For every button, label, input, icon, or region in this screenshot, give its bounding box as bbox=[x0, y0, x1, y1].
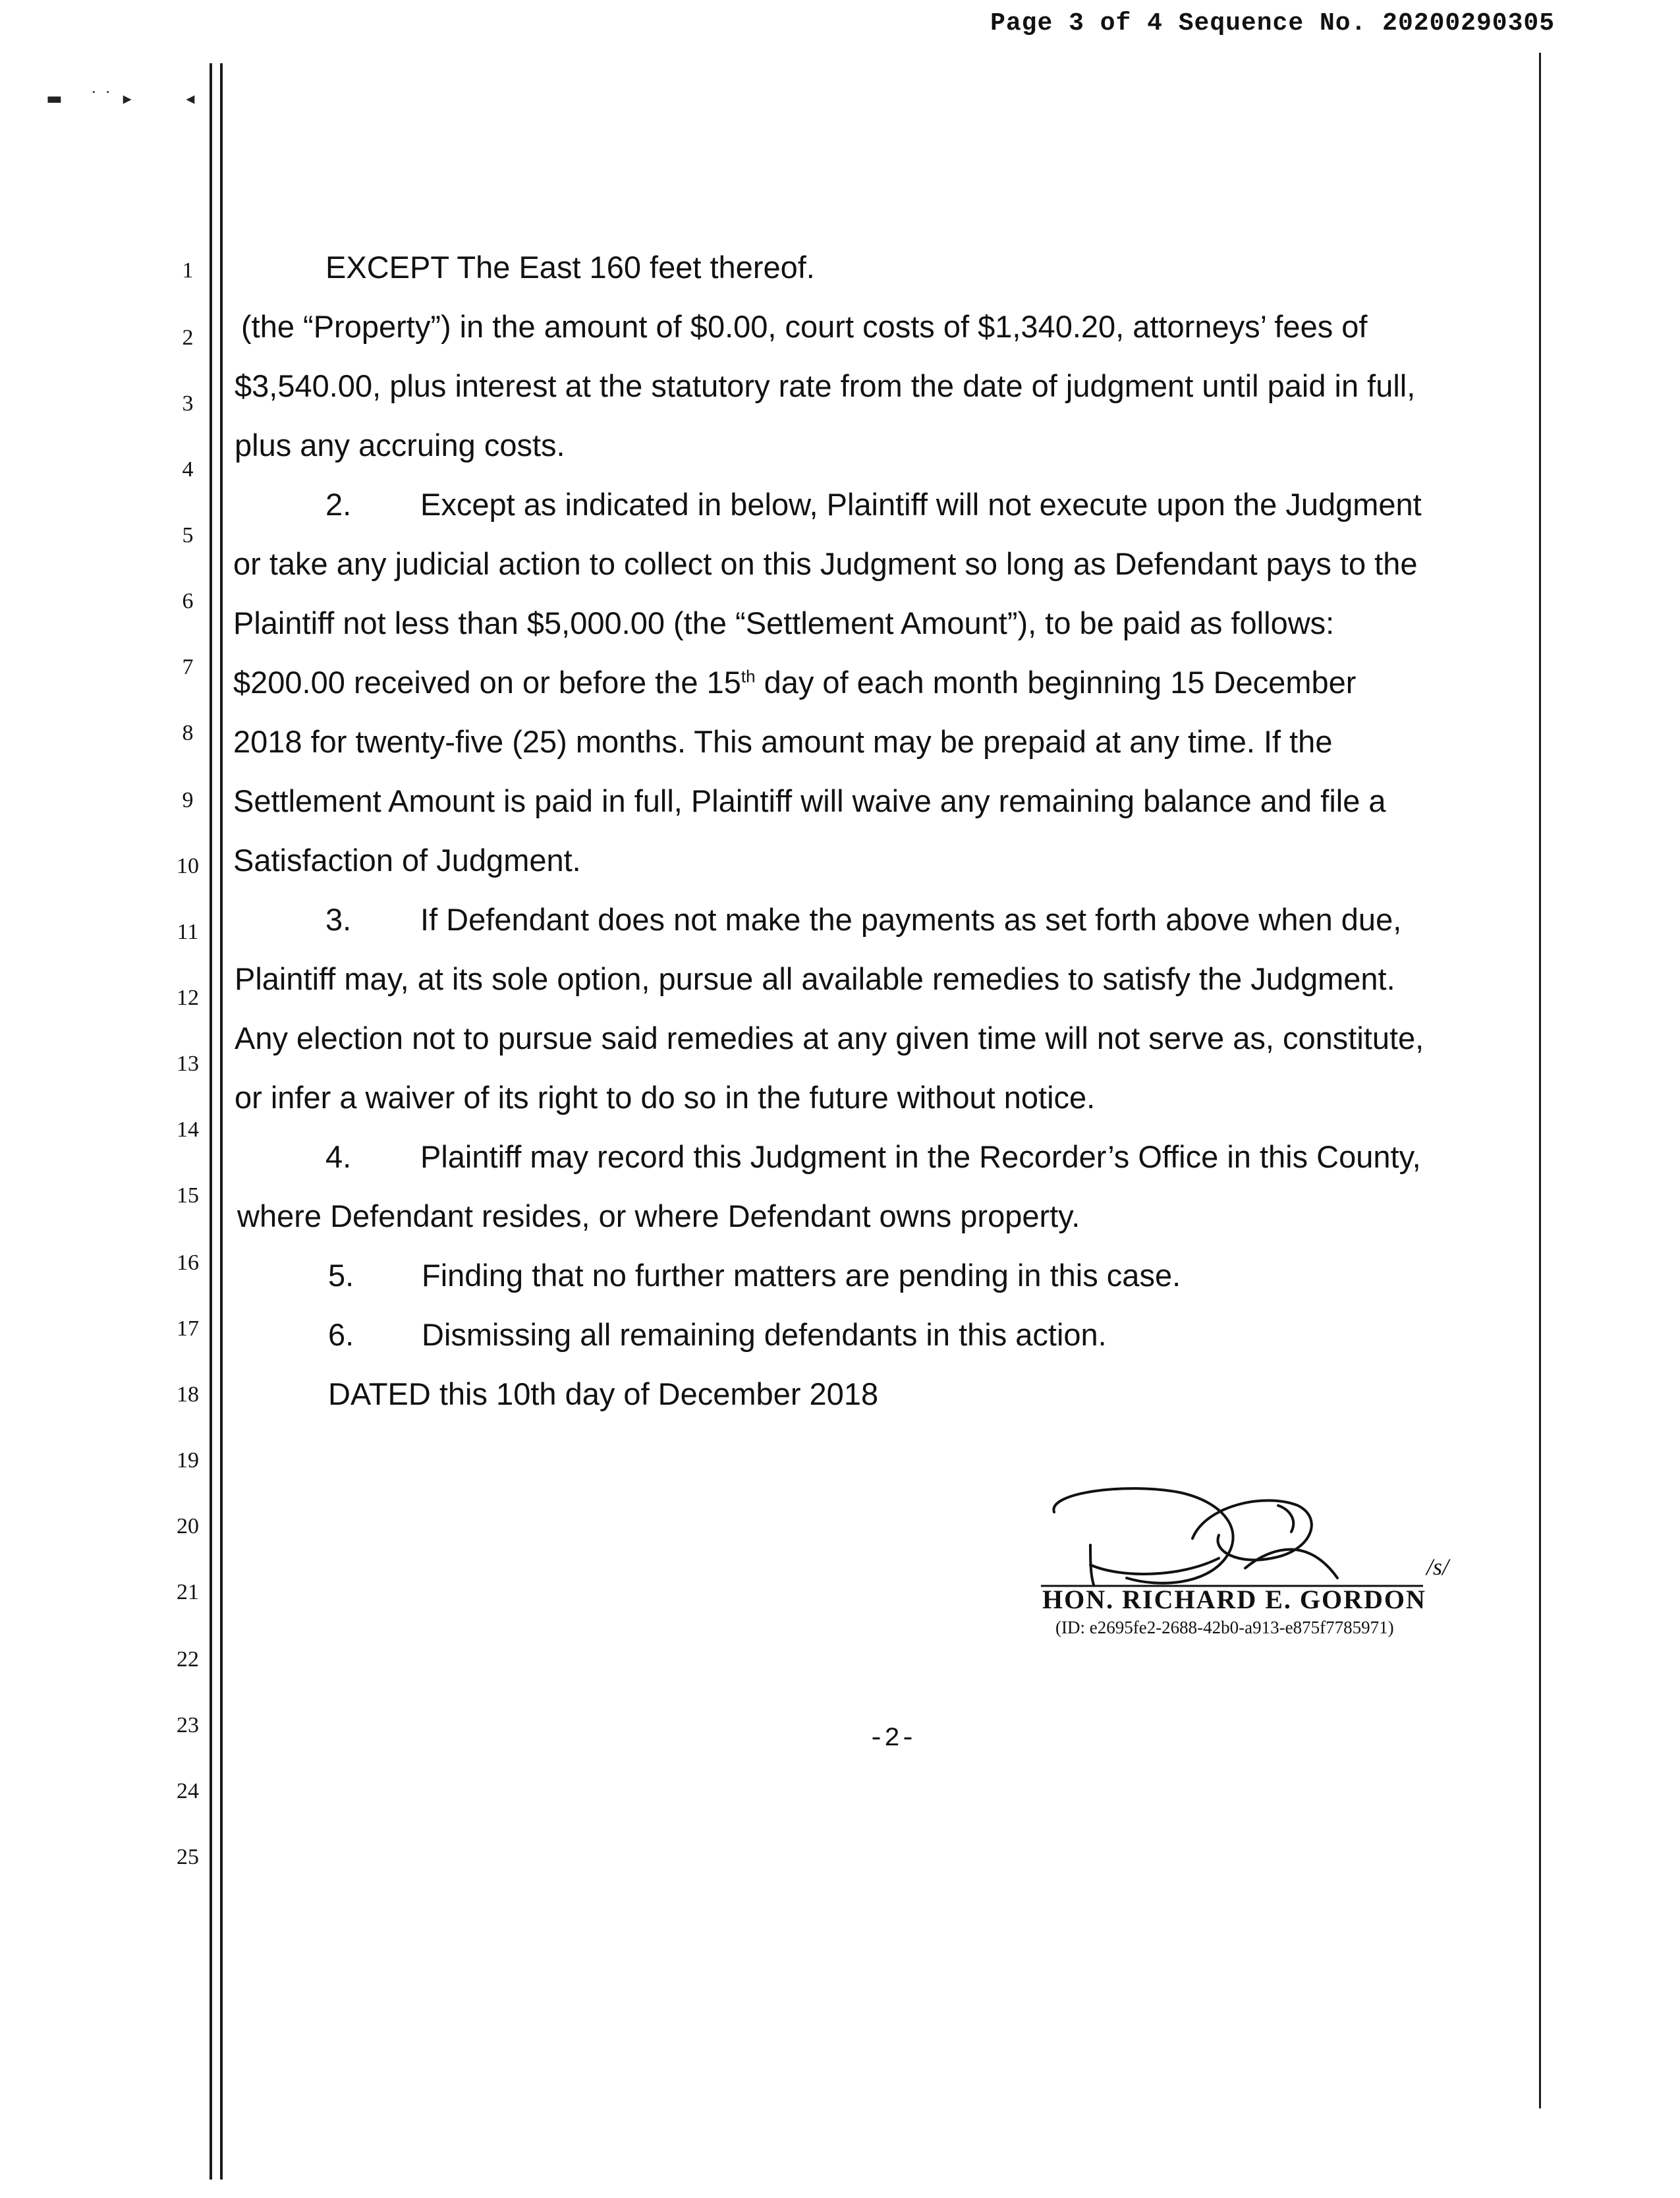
line-number: 12 bbox=[177, 986, 199, 1010]
body-line-except: EXCEPT The East 160 feet thereof. bbox=[325, 250, 815, 285]
body-line: Satisfaction of Judgment. bbox=[233, 843, 581, 878]
line-number: 5 bbox=[182, 523, 194, 548]
paragraph-number: 2. bbox=[325, 487, 352, 522]
line-number: 11 bbox=[177, 920, 199, 944]
line-number: 4 bbox=[182, 457, 194, 482]
line-number: 17 bbox=[177, 1316, 199, 1341]
body-line: Plaintiff may record this Judgment in the Recorder’s Office in this County, bbox=[420, 1139, 1421, 1174]
left-margin-rule bbox=[210, 63, 212, 2180]
body-line: or infer a waiver of its right to do so in the future without notice. bbox=[235, 1080, 1096, 1115]
line-number: 23 bbox=[177, 1713, 199, 1737]
line-number: 24 bbox=[177, 1779, 199, 1803]
line-number: 2 bbox=[182, 325, 194, 350]
right-margin-rule bbox=[1539, 53, 1541, 2108]
line-number: 9 bbox=[182, 788, 194, 812]
body-line: Plaintiff may, at its sole option, pursue all available remedies to satisfy the Judgment. bbox=[235, 961, 1395, 996]
line-number: 7 bbox=[182, 655, 194, 679]
body-line: or take any judicial action to collect on this Judgment so long as Defendant pays to the bbox=[233, 546, 1418, 581]
body-line: $3,540.00, plus interest at the statutory rate from the date of judgment until paid in full, bbox=[235, 368, 1416, 403]
line-number: 21 bbox=[177, 1580, 199, 1604]
line-number: 18 bbox=[177, 1382, 199, 1407]
line-number: 25 bbox=[177, 1845, 199, 1869]
dated-line: DATED this 10th day of December 2018 bbox=[328, 1376, 879, 1411]
line-number: 8 bbox=[182, 721, 194, 745]
body-line-payment-terms: $200.00 received on or before the 15th day of each month beginning 15 December bbox=[233, 665, 1357, 700]
line-number: 22 bbox=[177, 1647, 199, 1672]
line-number: 14 bbox=[177, 1117, 199, 1142]
signer-name: HON. RICHARD E. GORDON bbox=[1042, 1585, 1426, 1614]
left-margin-rule-inner bbox=[220, 63, 223, 2180]
line-number: 16 bbox=[177, 1251, 199, 1275]
paragraph-number: 5. bbox=[328, 1258, 354, 1293]
electronic-signature-mark: /s/ bbox=[1426, 1554, 1449, 1580]
body-line: 2018 for twenty-five (25) months. This amount may be prepaid at any time. If the bbox=[233, 724, 1333, 759]
paragraph-number: 3. bbox=[325, 902, 352, 937]
line-number: 6 bbox=[182, 589, 194, 613]
body-line: Settlement Amount is paid in full, Plaintiff will waive any remaining balance and file a bbox=[233, 783, 1386, 818]
body-line: Any election not to pursue said remedies at any given time will not serve as, constitute, bbox=[235, 1021, 1424, 1056]
line-number: 15 bbox=[177, 1183, 199, 1208]
paragraph-number: 6. bbox=[328, 1317, 354, 1352]
line-number: 19 bbox=[177, 1448, 199, 1473]
body-line: Finding that no further matters are pending in this case. bbox=[422, 1258, 1181, 1293]
page-sequence-header: Page 3 of 4 Sequence No. 20200290305 bbox=[990, 9, 1555, 38]
body-line: Plaintiff not less than $5,000.00 (the “Settlement Amount”), to be paid as follows: bbox=[233, 606, 1335, 640]
body-line: (the “Property”) in the amount of $0.00, court costs of $1,340.20, attorneys’ fees of bbox=[241, 309, 1368, 344]
scan-marks: ▬ ˙ ˙ ▸ ◂ bbox=[46, 89, 195, 109]
page-number: -2- bbox=[868, 1724, 916, 1754]
body-line: Except as indicated in below, Plaintiff will not execute upon the Judgment bbox=[420, 487, 1422, 522]
body-line: If Defendant does not make the payments as set forth above when due, bbox=[420, 902, 1402, 937]
signer-id: (ID: e2695fe2-2688-42b0-a913-e875f7785971) bbox=[1055, 1618, 1394, 1637]
line-number: 20 bbox=[177, 1514, 199, 1538]
body-line: where Defendant resides, or where Defendant owns property. bbox=[237, 1198, 1080, 1233]
body-line: plus any accruing costs. bbox=[235, 428, 565, 463]
line-number: 10 bbox=[177, 854, 199, 878]
line-number: 13 bbox=[177, 1052, 199, 1076]
body-line: Dismissing all remaining defendants in this action. bbox=[422, 1317, 1107, 1352]
line-number: 3 bbox=[182, 391, 194, 416]
line-number: 1 bbox=[182, 258, 194, 283]
paragraph-number: 4. bbox=[325, 1139, 352, 1174]
